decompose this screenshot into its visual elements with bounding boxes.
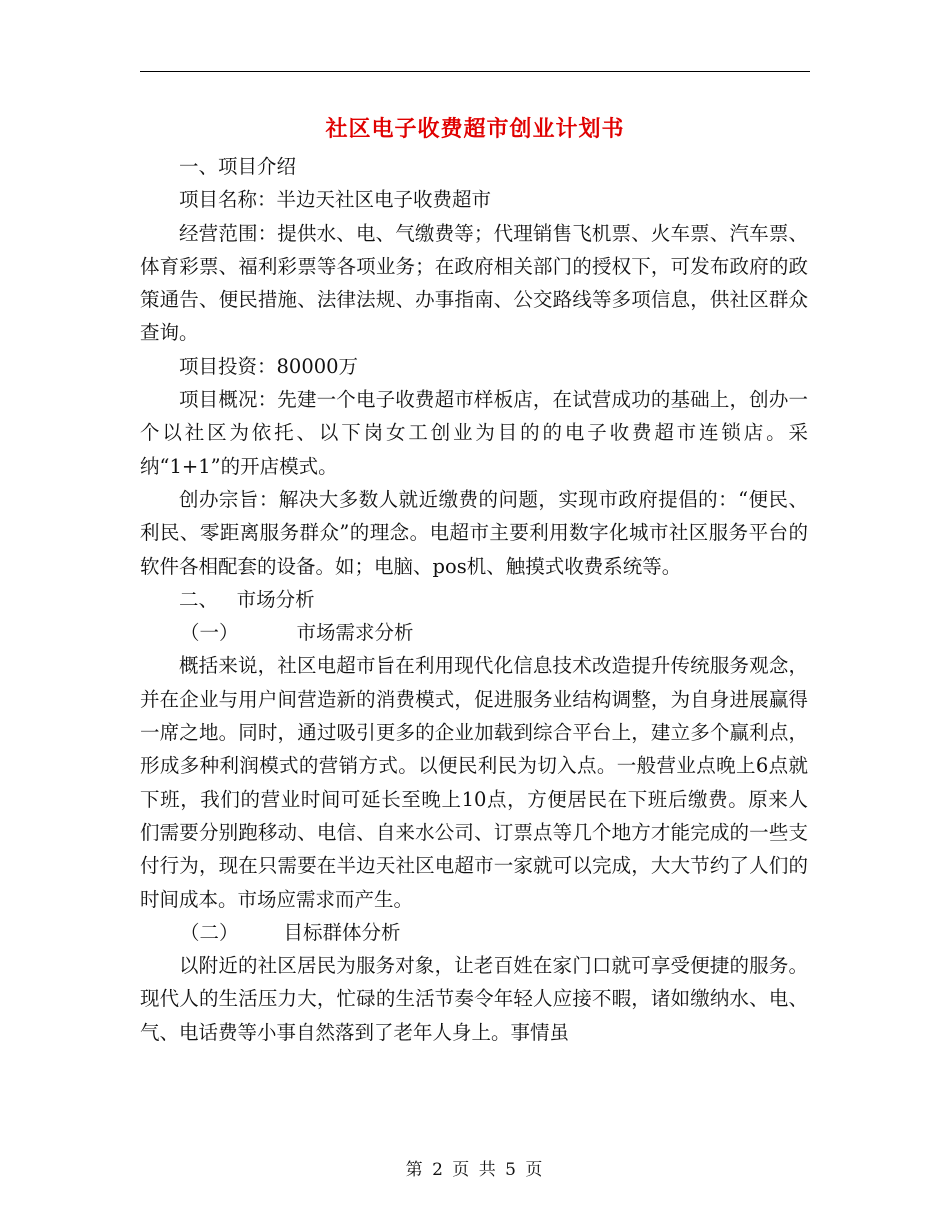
document-body — [140, 150, 808, 1049]
market-demand-paragraph: 概括来说，社区电超市旨在利用现代化信息技术改造提升传统服务观念，并在企业与用户间营造新的消费模式，促进服务业结构调整，为自身进展赢得一席之地。同时，通过吸引更多的企业加载到综合平台上，建立多个赢利点，形成多种利润模式的营销方式。以便民利民为切入点。一般营业点晚上6点就下班，我们的营业时间可延长至晚上10点，方便居民在下班后缴费。原来人们需要分别跑移动、电信、自来水公司、订票点等几个地方才能完成的一些支付行为，现在只需要在半边天社区电超市一家就可以完成，大大节约了人们的时间成本。市场应需求而产生。 — [140, 654, 808, 911]
project-overview: 项目概况：先建一个电子收费超市样板店，在试营成功的基础上，创办一个以社区为依托、以下岗女工创业为目的的电子收费超市连锁店。采纳“1+1”的开店模式。 — [140, 388, 808, 478]
section-heading-2 — [140, 583, 808, 616]
subsection-heading-2-number: （二） — [180, 920, 239, 944]
page-footer: 第 2 页 共 5 页 — [405, 1160, 545, 1180]
subsection-heading-1-text: 市场需求分析 — [296, 621, 414, 645]
target-group-paragraph: 以附近的社区居民为服务对象，让老百姓在家门口就可享受便捷的服务。现代人的生活压力大，忙碌的生活节奏令年轻人应接不暇，诸如缴纳水、电、气、电话费等小事自然落到了老年人身上。事情虽 — [140, 954, 808, 1044]
subsection-heading-2-text: 目标群体分析 — [283, 920, 401, 944]
project-purpose: 创办宗旨：解决大多数人就近缴费的问题，实现市政府提倡的：“便民、利民、零距离服务群众”的理念。电超市主要利用数字化城市社区服务平台的软件各相配套的设备。如；电脑、pos机、触摸式收费系统等。 — [140, 487, 808, 578]
subsection-heading-2 — [140, 916, 808, 949]
section-heading-2-text: 市场分析 — [236, 587, 315, 611]
project-investment: 项目投资：80000万 — [179, 354, 359, 378]
business-scope: 经营范围：提供水、电、气缴费等；代理销售飞机票、火车票、汽车票、体育彩票、福利彩票等各项业务；在政府相关部门的授权下，可发布政府的政策通告、便民措施、法律法规、办事指南、公交路线等多项信息，供社区群众查询。 — [140, 221, 808, 345]
section-heading-2-number: 二、 — [179, 587, 219, 611]
header-rule — [140, 71, 810, 72]
section-heading-1: 一、项目介绍 — [179, 155, 297, 178]
subsection-heading-1 — [140, 616, 808, 649]
project-name: 项目名称：半边天社区电子收费超市 — [179, 188, 492, 212]
subsection-heading-1-number: （一） — [180, 621, 239, 645]
document-title: 社区电子收费超市创业计划书 — [325, 116, 625, 142]
